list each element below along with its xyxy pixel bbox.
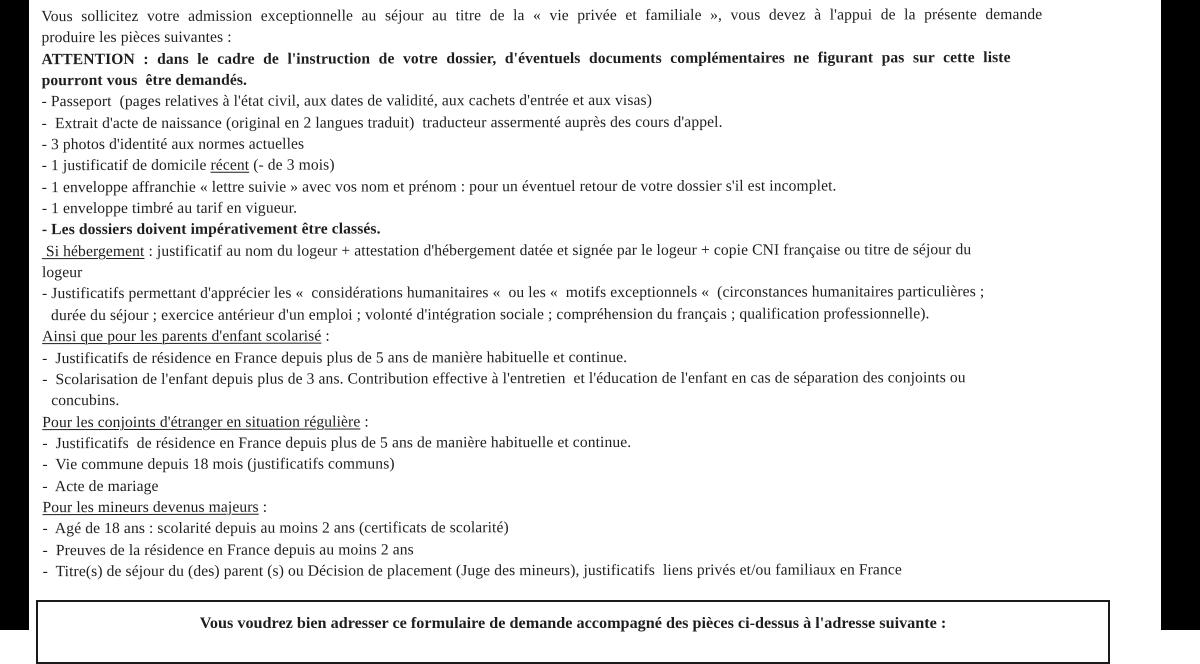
document-line (42, 281, 1146, 305)
underlined-text: récent (210, 157, 250, 175)
underlined-text: Ainsi que pour les parents d'enfant scolarisé (42, 327, 322, 346)
document-line (42, 239, 1146, 263)
bold-text: - Les dossiers doivent impérativement être classés. (41, 220, 381, 239)
document-line (42, 196, 1146, 220)
document-line (42, 260, 1146, 284)
text-segment: - 3 photos d'identité aux normes actuelles (41, 135, 305, 154)
text-segment: - Acte de mariage (42, 477, 159, 495)
document-line (42, 175, 1146, 199)
bold-text: ATTENTION : dans le cadre de l'instruction de votre dossier, d'éventuels documents complémentaires ne figurant pas sur cette liste (41, 48, 1011, 68)
text-segment: - 1 enveloppe timbré au tarif en vigueur. (41, 199, 298, 218)
text-segment: - Titre(s) de séjour du (des) parent (s) ou Décision de placement (Juge des mineurs), justificatifs liens privés et/ou familiaux en France (42, 561, 902, 581)
text-segment: produire les pièces suivantes : (41, 29, 232, 47)
document-line (42, 89, 1146, 113)
text-segment: - Justificatifs de résidence en France depuis plus de 5 ans de manière habituelle et continue. (42, 348, 628, 367)
document-line (42, 367, 1146, 391)
text-segment: - Justificatifs de résidence en France depuis plus de 5 ans de manière habituelle et continue. (42, 433, 632, 453)
document-line (43, 537, 1147, 561)
text-segment: durée du séjour ; exercice antérieur d'un emploi ; volonté d'intégration sociale ; compréhension du français ; qualification professionnelle). (51, 305, 930, 324)
text-segment: - 1 enveloppe affranchie « lettre suivie » avec vos nom et prénom : pour un éventuel retour de votre dossier s'il est incomplet. (41, 177, 837, 196)
underlined-text: Pour les conjoints d'étranger en situation régulière (42, 413, 361, 431)
document-line (43, 559, 1147, 583)
underlined-text: Si hébergement (41, 242, 145, 260)
text-segment: - Agé de 18 ans : scolarité depuis au moins 2 ans (certificats de scolarité) (42, 519, 509, 538)
document-body (41, 4, 1146, 583)
document-line (41, 4, 1145, 28)
address-box (36, 600, 1110, 664)
text-segment: logeur (41, 264, 83, 282)
scan-edge-left (0, 0, 29, 630)
document-line (42, 132, 1146, 156)
document-line (41, 25, 1145, 49)
document-line (42, 431, 1146, 455)
document-line (41, 47, 1145, 71)
text-segment: - 1 justificatif de domicile (41, 157, 211, 175)
text-segment: Vous sollicitez votre admission exceptionnelle au séjour au titre de la « vie privée et familiale », vous devez à l'appui de la présente demande (41, 6, 1043, 26)
bold-text: pourront vous être demandés. (41, 71, 248, 90)
text-segment: - Justificatifs permettant d'apprécier les « considérations humanitaires « ou les « motifs exceptionnels « (circonstances humanitaires particulières ; (41, 283, 985, 303)
document-line (42, 324, 1146, 348)
document-line (42, 345, 1146, 369)
underlined-text: Pour les mineurs devenus majeurs (42, 498, 259, 517)
document-line (42, 409, 1146, 433)
document-line (42, 452, 1146, 476)
text-segment: (- de 3 mois) (249, 156, 335, 175)
document-line (42, 303, 1146, 327)
text-segment: : (321, 327, 330, 345)
scan-edge-right (1161, 0, 1200, 630)
text-segment: concubins. (51, 392, 120, 410)
document-line (42, 111, 1146, 135)
document-line (42, 516, 1146, 540)
document-line (42, 388, 1146, 412)
text-segment: - Passeport (pages relatives à l'état civil, aux dates de validité, aux cachets d'entrée et aux visas) (41, 92, 653, 111)
text-segment: - Scolarisation de l'enfant depuis plus de 3 ans. Contribution effective à l'entretien et l'éducation de l'enfant en cas de séparation des conjoints ou (42, 369, 966, 388)
document-line (42, 217, 1146, 241)
text-segment: - Preuves de la résidence en France depuis au moins 2 ans (42, 540, 414, 559)
document-line (42, 495, 1146, 519)
document-line (42, 473, 1146, 497)
document-line (42, 68, 1146, 92)
address-box-title: Vous voudrez bien adresser ce formulaire de demande accompagné des pièces ci-dessus à l'adresse suivante : (199, 614, 947, 632)
text-segment: - Vie commune depuis 18 mois (justificatifs communs) (42, 455, 395, 474)
text-segment: : (258, 498, 268, 516)
text-segment: : justificatif au nom du logeur + attestation d'hébergement datée et signée par le logeur + copie CNI française ou titre de séjour du (144, 240, 972, 260)
text-segment: - Extrait d'acte de naissance (original en 2 langues traduit) traducteur assermenté auprès des cours d'appel. (41, 113, 723, 132)
document-line (42, 153, 1146, 177)
text-segment: : (360, 413, 369, 431)
